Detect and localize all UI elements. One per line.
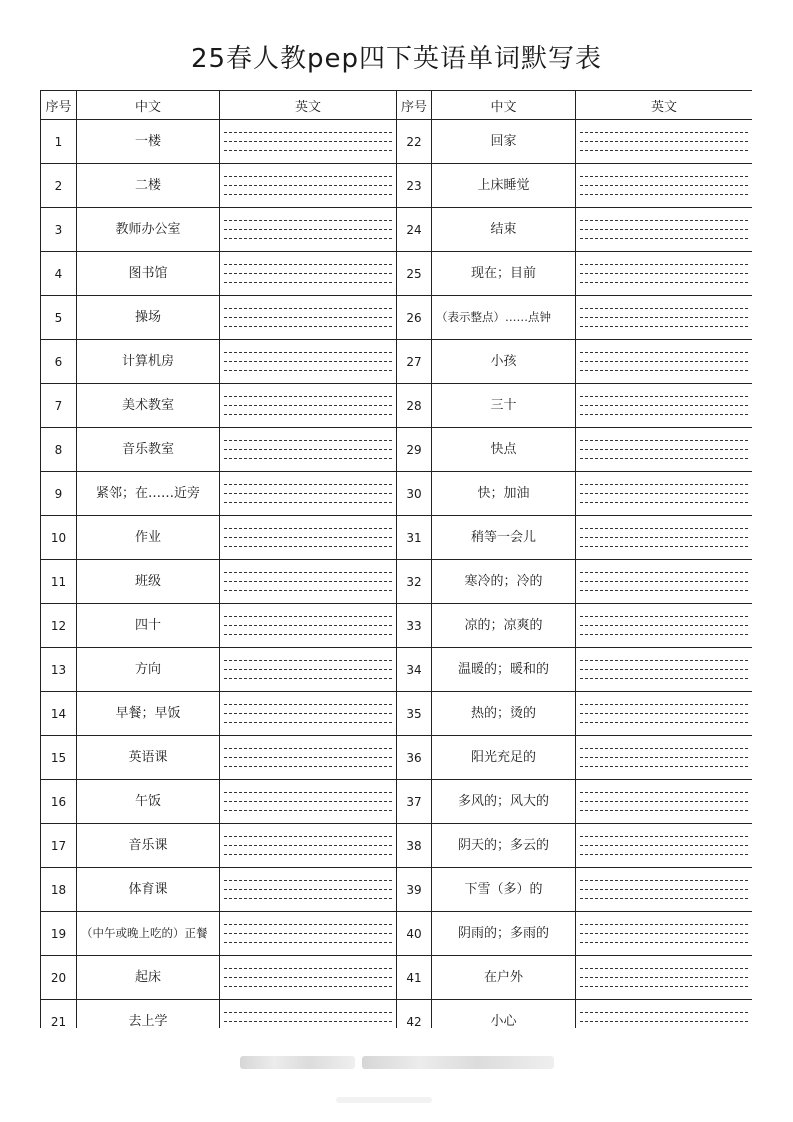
right-english-answer-field[interactable] [576, 736, 753, 780]
blurred-footer-line [336, 1097, 432, 1103]
right-number: 22 [397, 120, 432, 164]
left-number: 11 [41, 560, 77, 604]
dashed-writing-line [580, 590, 748, 591]
right-number: 26 [397, 296, 432, 340]
right-chinese-word: 阳光充足的 [432, 736, 576, 780]
blurred-footer-text [240, 1056, 355, 1069]
dashed-writing-line [580, 898, 748, 899]
dashed-writing-line [224, 1021, 392, 1022]
table-row [41, 780, 753, 824]
dashed-writing-line [224, 845, 392, 846]
table-row [41, 824, 753, 868]
right-number: 28 [397, 384, 432, 428]
left-number: 12 [41, 604, 77, 648]
left-chinese-word: 英语课 [77, 736, 220, 780]
table-row [41, 1000, 753, 1029]
dashed-writing-line [224, 229, 392, 230]
right-english-answer-field[interactable] [576, 120, 753, 164]
right-chinese-word: （表示整点）……点钟 [432, 296, 576, 340]
dashed-writing-line [580, 704, 748, 705]
right-chinese-word: 在户外 [432, 956, 576, 1000]
table-header-row [41, 91, 753, 120]
left-number: 1 [41, 120, 77, 164]
table-row [41, 868, 753, 912]
right-chinese-word: 现在；目前 [432, 252, 576, 296]
right-number: 42 [397, 1000, 432, 1029]
left-english-answer-field[interactable] [220, 120, 397, 164]
dashed-writing-line [580, 537, 748, 538]
right-number: 36 [397, 736, 432, 780]
dashed-writing-line [580, 942, 748, 943]
left-english-answer-field[interactable] [220, 604, 397, 648]
table-row [41, 604, 753, 648]
dashed-writing-line [224, 502, 392, 503]
dashed-writing-line [580, 528, 748, 529]
right-chinese-word: 上床睡觉 [432, 164, 576, 208]
dashed-writing-line [224, 704, 392, 705]
dashed-writing-line [580, 924, 748, 925]
right-english-answer-field[interactable] [576, 340, 753, 384]
dashed-writing-line [224, 660, 392, 661]
left-english-answer-field[interactable] [220, 868, 397, 912]
dashed-writing-line [224, 968, 392, 969]
left-english-answer-field[interactable] [220, 472, 397, 516]
dashed-writing-line [580, 458, 748, 459]
left-chinese-word: 音乐教室 [77, 428, 220, 472]
right-number: 33 [397, 604, 432, 648]
dashed-writing-line [580, 185, 748, 186]
right-number: 39 [397, 868, 432, 912]
dashed-writing-line [580, 264, 748, 265]
right-number: 30 [397, 472, 432, 516]
right-chinese-word: 多风的；风大的 [432, 780, 576, 824]
left-chinese-word: 教师办公室 [77, 208, 220, 252]
left-english-answer-field[interactable] [220, 912, 397, 956]
table-row [41, 428, 753, 472]
dashed-writing-line [580, 493, 748, 494]
right-number: 40 [397, 912, 432, 956]
dashed-writing-line [580, 141, 748, 142]
dashed-writing-line [224, 1012, 392, 1013]
dashed-writing-line [580, 836, 748, 837]
dashed-writing-line [224, 493, 392, 494]
dashed-writing-line [580, 326, 748, 327]
dashed-writing-line [224, 396, 392, 397]
dashed-writing-line [580, 396, 748, 397]
dashed-writing-line [224, 898, 392, 899]
left-chinese-word: 班级 [77, 560, 220, 604]
right-number: 41 [397, 956, 432, 1000]
dashed-writing-line [224, 440, 392, 441]
header-chinese-right: 中文 [432, 91, 576, 120]
right-number: 32 [397, 560, 432, 604]
right-english-answer-field[interactable] [576, 1000, 753, 1029]
dashed-writing-line [224, 238, 392, 239]
dashed-writing-line [580, 229, 748, 230]
vocabulary-table-container [40, 90, 752, 1028]
dashed-writing-line [580, 986, 748, 987]
left-english-answer-field[interactable] [220, 164, 397, 208]
left-chinese-word: 操场 [77, 296, 220, 340]
left-number: 7 [41, 384, 77, 428]
dashed-writing-line [224, 194, 392, 195]
right-chinese-word: 三十 [432, 384, 576, 428]
left-english-answer-field[interactable] [220, 428, 397, 472]
left-number: 6 [41, 340, 77, 384]
dashed-writing-line [224, 449, 392, 450]
dashed-writing-line [224, 150, 392, 151]
left-chinese-word: （中午或晚上吃的）正餐 [77, 912, 220, 956]
right-number: 34 [397, 648, 432, 692]
left-english-answer-field[interactable] [220, 736, 397, 780]
dashed-writing-line [580, 176, 748, 177]
left-number: 2 [41, 164, 77, 208]
dashed-writing-line [580, 722, 748, 723]
right-chinese-word: 热的；烫的 [432, 692, 576, 736]
left-english-answer-field[interactable] [220, 340, 397, 384]
left-english-answer-field[interactable] [220, 692, 397, 736]
dashed-writing-line [224, 722, 392, 723]
dashed-writing-line [580, 713, 748, 714]
left-chinese-word: 午饭 [77, 780, 220, 824]
right-chinese-word: 阴天的；多云的 [432, 824, 576, 868]
left-english-answer-field[interactable] [220, 1000, 397, 1029]
blurred-footer-text [362, 1056, 554, 1069]
dashed-writing-line [580, 220, 748, 221]
right-english-answer-field[interactable] [576, 648, 753, 692]
dashed-writing-line [580, 634, 748, 635]
right-english-answer-field[interactable] [576, 164, 753, 208]
dashed-writing-line [224, 766, 392, 767]
table-row [41, 516, 753, 560]
dashed-writing-line [580, 801, 748, 802]
dashed-writing-line [580, 449, 748, 450]
dashed-writing-line [580, 933, 748, 934]
dashed-writing-line [580, 616, 748, 617]
dashed-writing-line [224, 317, 392, 318]
right-english-answer-field[interactable] [576, 428, 753, 472]
right-english-answer-field[interactable] [576, 384, 753, 428]
right-english-answer-field[interactable] [576, 604, 753, 648]
table-row [41, 692, 753, 736]
left-number: 9 [41, 472, 77, 516]
dashed-writing-line [580, 757, 748, 758]
dashed-writing-line [224, 757, 392, 758]
left-chinese-word: 图书馆 [77, 252, 220, 296]
right-chinese-word: 小孩 [432, 340, 576, 384]
dashed-writing-line [224, 352, 392, 353]
left-english-answer-field[interactable] [220, 516, 397, 560]
dashed-writing-line [224, 986, 392, 987]
left-chinese-word: 起床 [77, 956, 220, 1000]
right-number: 38 [397, 824, 432, 868]
right-chinese-word: 温暖的；暖和的 [432, 648, 576, 692]
left-english-answer-field[interactable] [220, 384, 397, 428]
dashed-writing-line [224, 748, 392, 749]
left-english-answer-field[interactable] [220, 252, 397, 296]
dashed-writing-line [224, 176, 392, 177]
dashed-writing-line [580, 308, 748, 309]
vocabulary-table [40, 90, 752, 1028]
dashed-writing-line [224, 572, 392, 573]
dashed-writing-line [224, 273, 392, 274]
right-english-answer-field[interactable] [576, 780, 753, 824]
dashed-writing-line [224, 370, 392, 371]
left-number: 3 [41, 208, 77, 252]
dashed-writing-line [580, 502, 748, 503]
dashed-writing-line [580, 370, 748, 371]
table-row [41, 956, 753, 1000]
dashed-writing-line [224, 361, 392, 362]
left-chinese-word: 音乐课 [77, 824, 220, 868]
left-english-answer-field[interactable] [220, 208, 397, 252]
dashed-writing-line [580, 361, 748, 362]
left-chinese-word: 方向 [77, 648, 220, 692]
dashed-writing-line [224, 792, 392, 793]
dashed-writing-line [580, 238, 748, 239]
dashed-writing-line [580, 880, 748, 881]
right-chinese-word: 快点 [432, 428, 576, 472]
left-english-answer-field[interactable] [220, 648, 397, 692]
dashed-writing-line [224, 810, 392, 811]
left-number: 19 [41, 912, 77, 956]
right-number: 24 [397, 208, 432, 252]
left-number: 20 [41, 956, 77, 1000]
right-chinese-word: 稍等一会儿 [432, 516, 576, 560]
left-english-answer-field[interactable] [220, 956, 397, 1000]
right-number: 27 [397, 340, 432, 384]
left-chinese-word: 计算机房 [77, 340, 220, 384]
left-chinese-word: 体育课 [77, 868, 220, 912]
dashed-writing-line [224, 836, 392, 837]
left-number: 15 [41, 736, 77, 780]
dashed-writing-line [580, 889, 748, 890]
dashed-writing-line [224, 933, 392, 934]
right-english-answer-field[interactable] [576, 912, 753, 956]
table-row [41, 560, 753, 604]
dashed-writing-line [224, 616, 392, 617]
left-english-answer-field[interactable] [220, 560, 397, 604]
dashed-writing-line [580, 132, 748, 133]
right-english-answer-field[interactable] [576, 692, 753, 736]
right-number: 31 [397, 516, 432, 560]
dashed-writing-line [224, 308, 392, 309]
dashed-writing-line [224, 546, 392, 547]
table-row [41, 384, 753, 428]
dashed-writing-line [224, 581, 392, 582]
left-number: 5 [41, 296, 77, 340]
right-english-answer-field[interactable] [576, 956, 753, 1000]
left-english-answer-field[interactable] [220, 780, 397, 824]
dashed-writing-line [224, 977, 392, 978]
table-row [41, 736, 753, 780]
right-chinese-word: 下雪（多）的 [432, 868, 576, 912]
left-chinese-word: 一楼 [77, 120, 220, 164]
page-title: 25春人教pep四下英语单词默写表 [190, 44, 603, 74]
table-row [41, 164, 753, 208]
dashed-writing-line [580, 581, 748, 582]
header-english-left: 英文 [220, 91, 397, 120]
left-chinese-word: 紧邻；在……近旁 [77, 472, 220, 516]
dashed-writing-line [580, 968, 748, 969]
dashed-writing-line [224, 669, 392, 670]
right-chinese-word: 快；加油 [432, 472, 576, 516]
dashed-writing-line [224, 590, 392, 591]
dashed-writing-line [580, 273, 748, 274]
table-row [41, 296, 753, 340]
table-row [41, 252, 753, 296]
left-chinese-word: 去上学 [77, 1000, 220, 1029]
left-number: 16 [41, 780, 77, 824]
header-num-right: 序号 [397, 91, 432, 120]
right-number: 35 [397, 692, 432, 736]
left-english-answer-field[interactable] [220, 824, 397, 868]
dashed-writing-line [580, 1021, 748, 1022]
right-english-answer-field[interactable] [576, 208, 753, 252]
dashed-writing-line [224, 880, 392, 881]
right-chinese-word: 寒冷的；冷的 [432, 560, 576, 604]
dashed-writing-line [580, 625, 748, 626]
dashed-writing-line [580, 748, 748, 749]
dashed-writing-line [224, 484, 392, 485]
dashed-writing-line [580, 352, 748, 353]
dashed-writing-line [580, 845, 748, 846]
dashed-writing-line [580, 792, 748, 793]
dashed-writing-line [580, 766, 748, 767]
dashed-writing-line [224, 854, 392, 855]
dashed-writing-line [224, 458, 392, 459]
dashed-writing-line [580, 669, 748, 670]
right-chinese-word: 结束 [432, 208, 576, 252]
dashed-writing-line [224, 326, 392, 327]
left-chinese-word: 四十 [77, 604, 220, 648]
left-english-answer-field[interactable] [220, 296, 397, 340]
right-english-answer-field[interactable] [576, 252, 753, 296]
table-row [41, 208, 753, 252]
left-number: 4 [41, 252, 77, 296]
right-english-answer-field[interactable] [576, 472, 753, 516]
dashed-writing-line [224, 924, 392, 925]
left-number: 8 [41, 428, 77, 472]
dashed-writing-line [224, 282, 392, 283]
right-number: 23 [397, 164, 432, 208]
right-number: 25 [397, 252, 432, 296]
dashed-writing-line [224, 414, 392, 415]
right-number: 37 [397, 780, 432, 824]
dashed-writing-line [580, 977, 748, 978]
left-number: 10 [41, 516, 77, 560]
left-chinese-word: 二楼 [77, 164, 220, 208]
left-chinese-word: 作业 [77, 516, 220, 560]
table-row [41, 340, 753, 384]
right-chinese-word: 回家 [432, 120, 576, 164]
left-number: 13 [41, 648, 77, 692]
dashed-writing-line [580, 440, 748, 441]
dashed-writing-line [580, 660, 748, 661]
header-num-left: 序号 [41, 91, 77, 120]
dashed-writing-line [580, 678, 748, 679]
dashed-writing-line [224, 678, 392, 679]
right-english-answer-field[interactable] [576, 560, 753, 604]
dashed-writing-line [580, 572, 748, 573]
table-row [41, 472, 753, 516]
dashed-writing-line [580, 854, 748, 855]
dashed-writing-line [580, 414, 748, 415]
dashed-writing-line [224, 220, 392, 221]
left-chinese-word: 美术教室 [77, 384, 220, 428]
dashed-writing-line [224, 634, 392, 635]
dashed-writing-line [224, 264, 392, 265]
right-chinese-word: 阴雨的；多雨的 [432, 912, 576, 956]
dashed-writing-line [580, 484, 748, 485]
left-number: 17 [41, 824, 77, 868]
right-chinese-word: 小心 [432, 1000, 576, 1029]
dashed-writing-line [580, 317, 748, 318]
dashed-writing-line [224, 537, 392, 538]
table-row [41, 648, 753, 692]
right-english-answer-field[interactable] [576, 868, 753, 912]
dashed-writing-line [224, 625, 392, 626]
dashed-writing-line [224, 185, 392, 186]
dashed-writing-line [580, 1012, 748, 1013]
right-english-answer-field[interactable] [576, 516, 753, 560]
header-chinese-left: 中文 [77, 91, 220, 120]
dashed-writing-line [580, 810, 748, 811]
right-english-answer-field[interactable] [576, 296, 753, 340]
right-chinese-word: 凉的；凉爽的 [432, 604, 576, 648]
dashed-writing-line [580, 546, 748, 547]
left-number: 14 [41, 692, 77, 736]
right-english-answer-field[interactable] [576, 824, 753, 868]
table-row [41, 912, 753, 956]
right-number: 29 [397, 428, 432, 472]
dashed-writing-line [224, 405, 392, 406]
dashed-writing-line [224, 801, 392, 802]
dashed-writing-line [580, 150, 748, 151]
dashed-writing-line [580, 282, 748, 283]
dashed-writing-line [224, 132, 392, 133]
header-english-right: 英文 [576, 91, 753, 120]
dashed-writing-line [580, 194, 748, 195]
table-row [41, 120, 753, 164]
dashed-writing-line [224, 889, 392, 890]
dashed-writing-line [224, 942, 392, 943]
dashed-writing-line [224, 713, 392, 714]
dashed-writing-line [224, 528, 392, 529]
dashed-writing-line [580, 405, 748, 406]
dashed-writing-line [224, 141, 392, 142]
left-number: 18 [41, 868, 77, 912]
left-number: 21 [41, 1000, 77, 1029]
left-chinese-word: 早餐；早饭 [77, 692, 220, 736]
